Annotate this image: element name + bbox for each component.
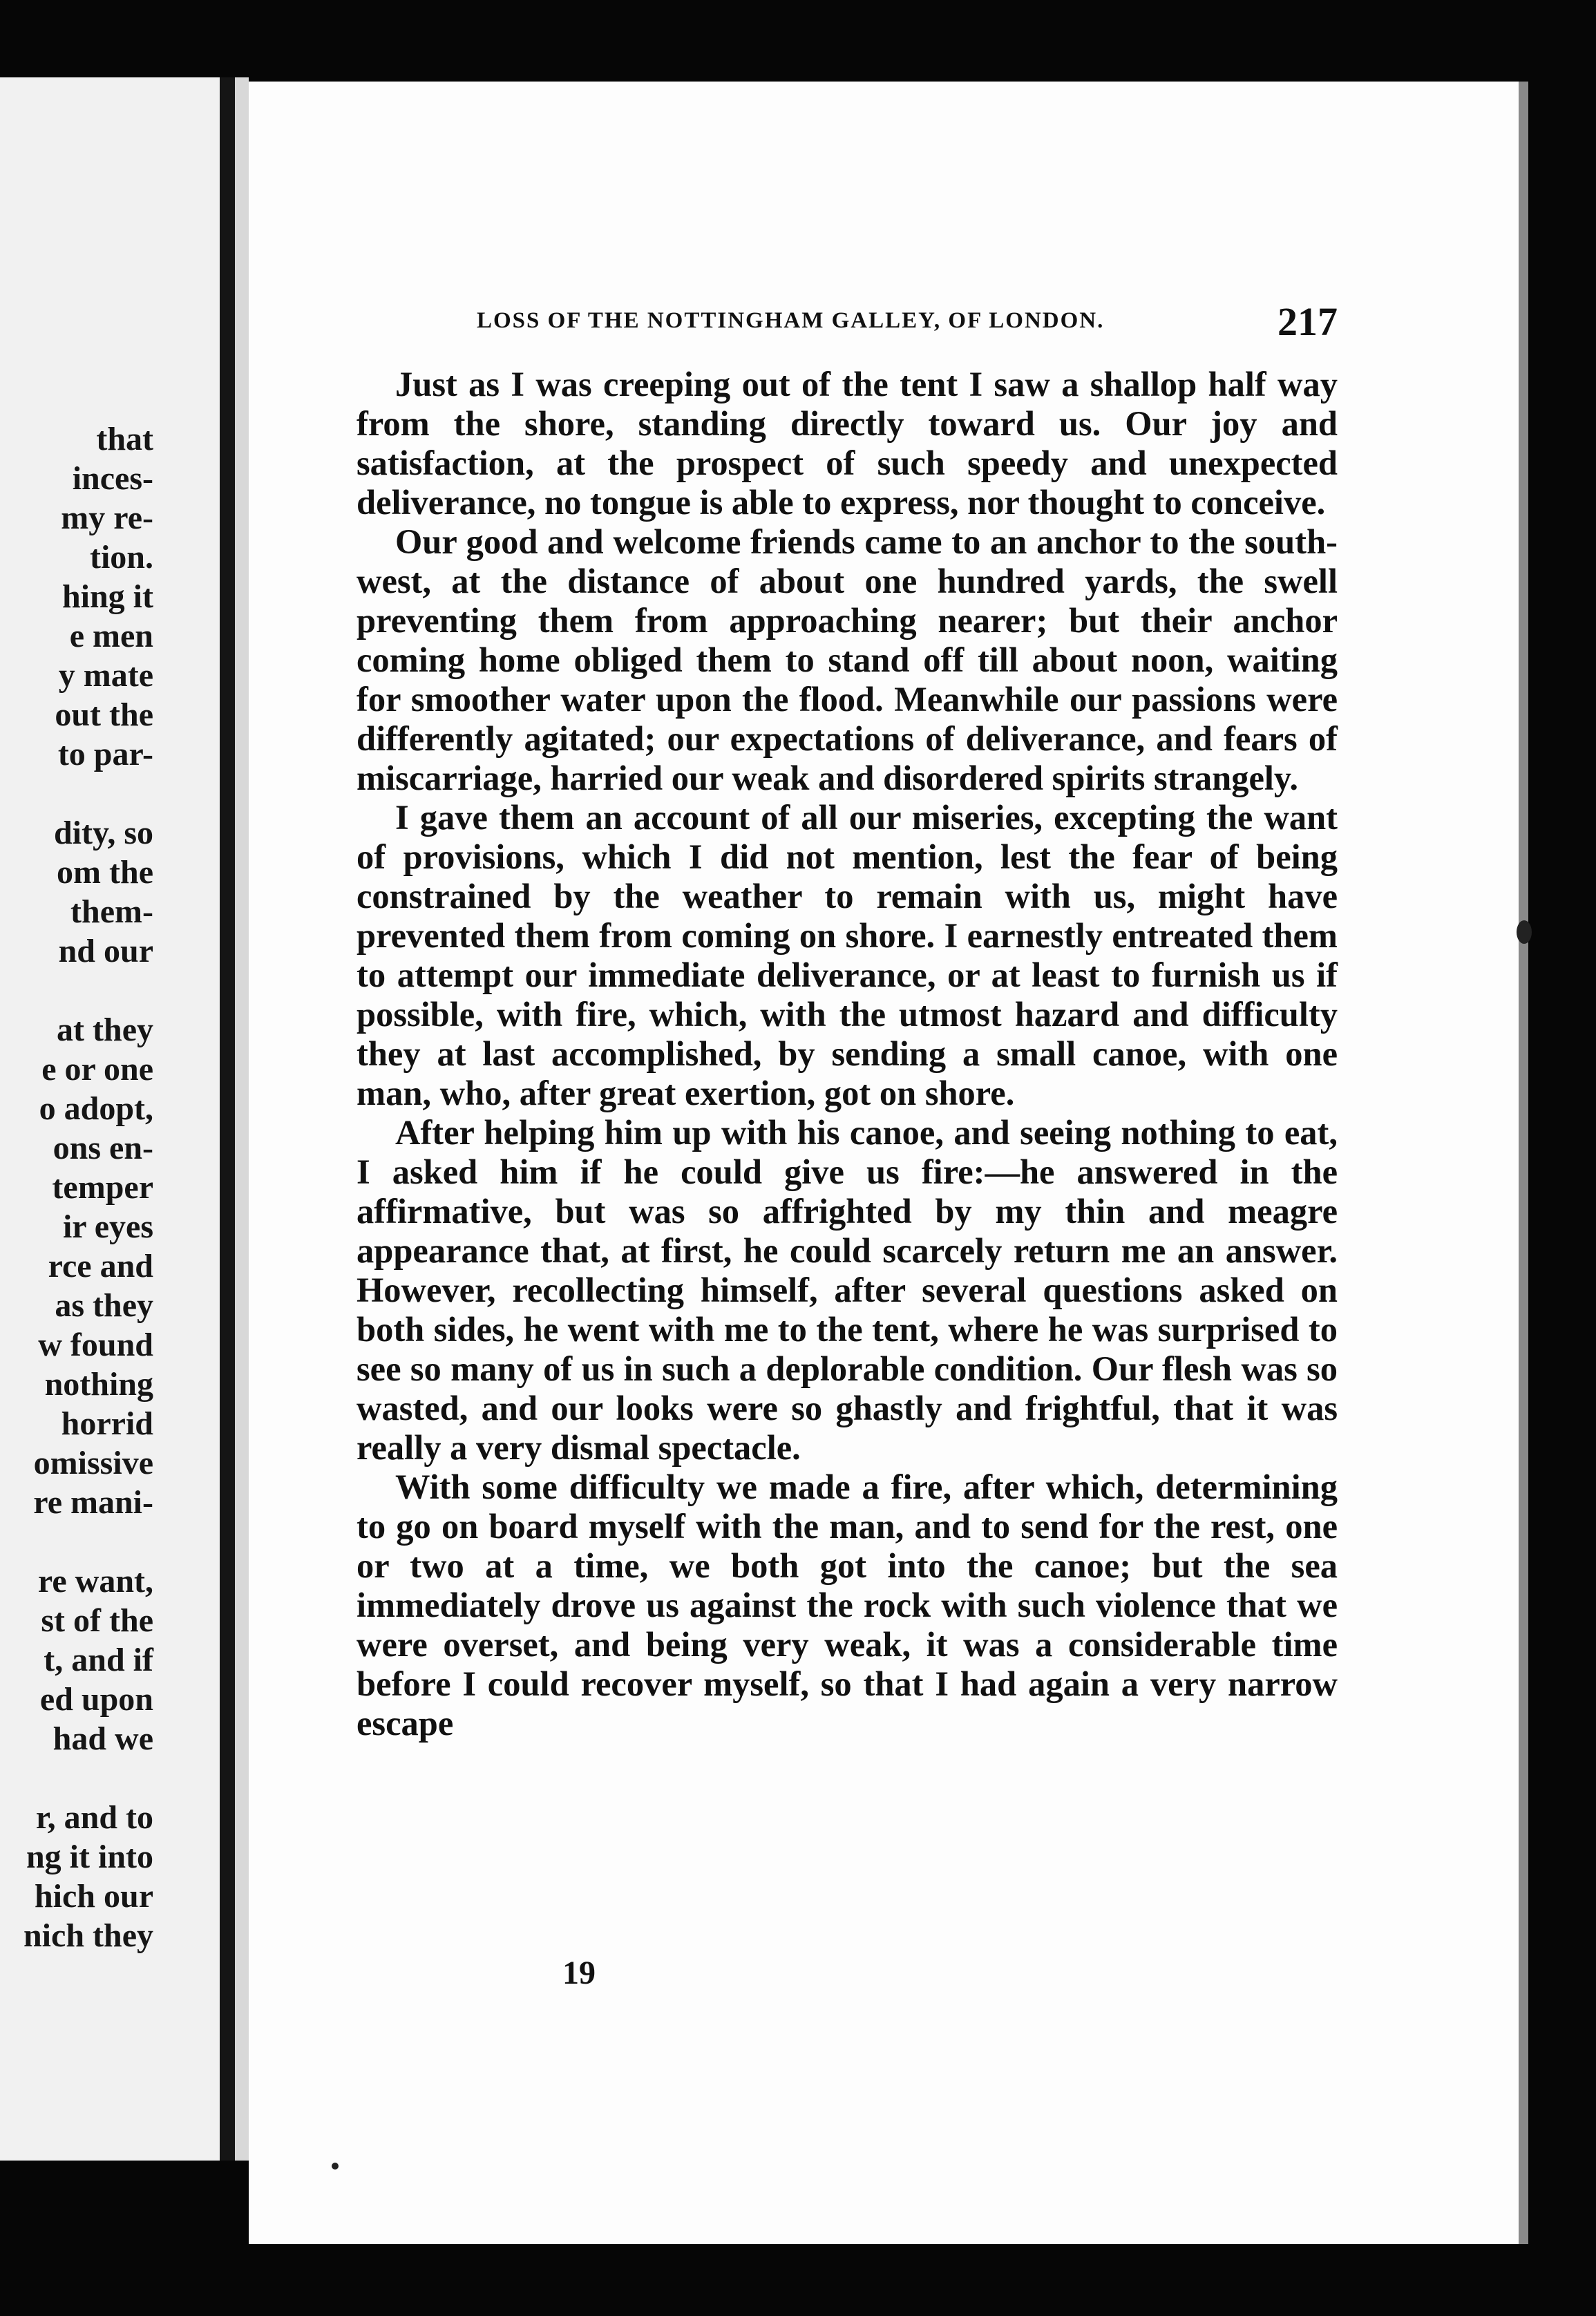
facing-page-line: re want, — [37, 1563, 153, 1600]
facing-page-line — [0, 971, 153, 1010]
facing-page-line: to par- — [57, 736, 153, 772]
scan-speck — [1517, 920, 1532, 944]
facing-page-line — [0, 380, 153, 419]
facing-page-line: r, and to — [35, 1799, 153, 1836]
book-gutter-edge — [235, 77, 249, 2161]
facing-page-line: w found — [38, 1327, 153, 1363]
scan-speck — [332, 2163, 339, 2170]
facing-page-line: ed upon — [39, 1681, 153, 1718]
facing-page-line: om the — [57, 854, 153, 891]
paragraph: Our good and welcome friends came to an anchor to the south-west, at the distance of about one hundred yards, the swell preventing them from approaching nearer; but their anchor coming home obliged them to stand off till about noon, waiting for smoother water upon the flood. Meanwhile our passions were differently agitated; our expectations of deliverance, and fears of miscarriage, harried our weak and disordered spirits strangely. — [357, 522, 1338, 797]
facing-page-line: tion. — [89, 539, 153, 576]
running-head — [477, 298, 1338, 347]
facing-page-line: at they — [57, 1012, 153, 1048]
facing-page-line: e men — [69, 618, 153, 654]
facing-page-line — [0, 774, 153, 813]
facing-page-line: that — [96, 421, 153, 457]
body-text — [357, 365, 1338, 1743]
facing-page-line: re mani- — [33, 1484, 153, 1521]
signature-mark: 19 — [562, 1955, 596, 1991]
facing-page-line: hing it — [61, 578, 153, 615]
facing-page-line: nd our — [58, 933, 153, 969]
facing-page-line: horrid — [61, 1405, 153, 1442]
facing-page-line: had we — [53, 1720, 153, 1757]
facing-page-line: o adopt, — [39, 1090, 153, 1127]
paragraph: With some difficulty we made a fire, after which, determining to go on board myself with the man, and to send for the rest, one or two at a time, we both got into the canoe; but the sea immediately drove us against the rock with such violence that we were overset, and being very weak, it was a considerable time before I could recover myself, so that I had again a very narrow escape — [357, 1468, 1338, 1743]
facing-page-line: out the — [55, 696, 153, 733]
facing-page-line: e or one — [41, 1051, 153, 1088]
facing-page — [0, 77, 220, 2161]
facing-page-line: st of the — [41, 1602, 153, 1639]
facing-page-line: them- — [70, 893, 153, 930]
facing-page-line — [0, 1522, 153, 1562]
book-gutter — [220, 77, 235, 2161]
facing-page-line: rce and — [48, 1248, 153, 1284]
paragraph: Just as I was creeping out of the tent I saw a shallop half way from the shore, standing directly toward us. Our joy and satisfaction, at the prospect of such speedy and unexpected deliverance, no tongue is able to express, nor thought to conceive. — [357, 365, 1338, 522]
page-number: 217 — [1277, 299, 1338, 344]
facing-page-line: nothing — [44, 1366, 153, 1403]
facing-page-line — [0, 1758, 153, 1798]
facing-page-line: t, and if — [44, 1642, 153, 1678]
facing-page-line: inces- — [72, 460, 153, 497]
facing-page-line: y mate — [58, 657, 153, 694]
facing-page-line: hich our — [34, 1878, 153, 1915]
facing-page-line: my re- — [61, 500, 153, 536]
facing-page-line: nich they — [23, 1917, 153, 1954]
facing-page-text — [0, 380, 153, 1955]
running-head-title: LOSS OF THE NOTTINGHAM GALLEY, OF LONDON. — [477, 308, 1105, 333]
facing-page-line: omissive — [33, 1445, 153, 1481]
facing-page-line: ir eyes — [62, 1208, 153, 1245]
facing-page-line: as they — [55, 1287, 153, 1324]
facing-page-line: ons en- — [53, 1130, 153, 1166]
facing-page-line: temper — [52, 1169, 153, 1206]
facing-page-line: ng it into — [26, 1839, 153, 1875]
paragraph: After helping him up with his canoe, and seeing nothing to eat, I asked him if he could give us fire:—he answered in the affirmative, but was so affrighted by my thin and meagre appearance that, at first, he could scarcely return me an answer. However, recollecting himself, after several questions asked on both sides, he went with me to the tent, where he was surprised to see so many of us in such a deplorable condition. Our flesh was so wasted, and our looks were so ghastly and frightful, that it was really a very dismal spectacle. — [357, 1113, 1338, 1467]
facing-page-line: dity, so — [53, 815, 153, 851]
paragraph: I gave them an account of all our miseries, excepting the want of provisions, which I did not mention, lest the fear of being constrained by the weather to remain with us, might have prevented them from coming on shore. I earnestly entreated them to attempt our immediate deliverance, or at least to furnish us if possible, with fire, which, with the utmost hazard and difficulty they at last accomplished, by sending a small canoe, with one man, who, after great exertion, got on shore. — [357, 798, 1338, 1112]
